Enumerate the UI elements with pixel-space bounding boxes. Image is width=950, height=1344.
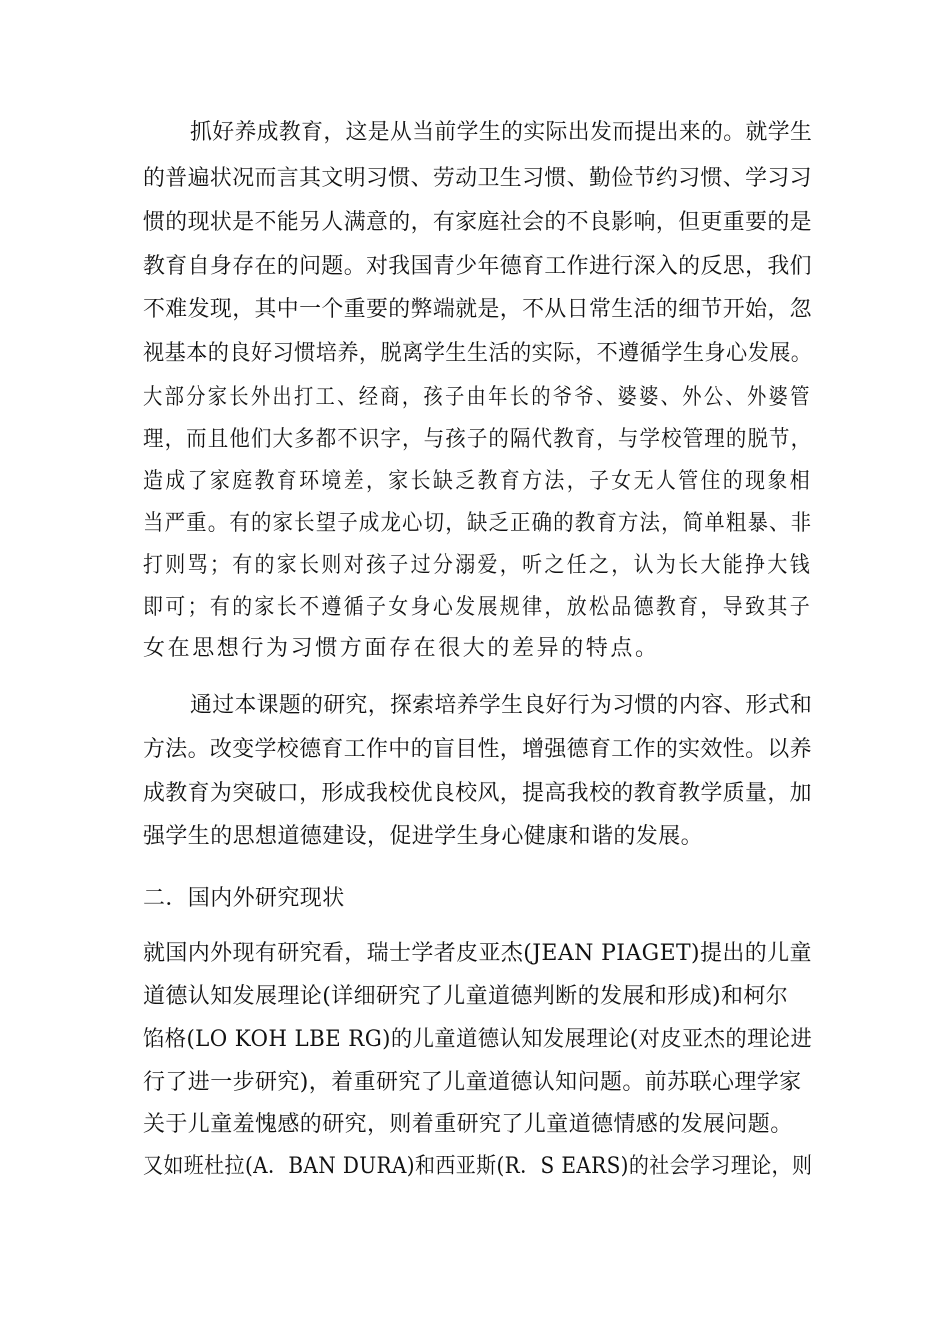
paragraph-4-line-4: 行了进一步研究)，着重研究了儿童道德认知问题。前苏联心理学家 bbox=[143, 1070, 802, 1095]
paragraph-2-line-3: 造成了家庭教育环境差，家长缺乏教育方法，子女无人管住的现象相 bbox=[143, 469, 813, 494]
paragraph-1-line-2: 的普遍状况而言其文明习惯、劳动卫生习惯、勤俭节约习惯、学习习 bbox=[143, 166, 812, 191]
paragraph-1-line-1: 抓好养成教育，这是从当前学生的实际出发而提出来的。就学生 bbox=[190, 120, 813, 145]
paragraph-2-line-5: 打则骂；有的家长则对孩子过分溺爱，听之任之，认为长大能挣大钱 bbox=[143, 553, 813, 578]
paragraph-1-line-6: 视基本的良好习惯培养，脱离学生生活的实际，不遵循学生身心发展。 bbox=[143, 341, 813, 366]
paragraph-2-line-1: 大部分家长外出打工、经商，孩子由年长的爷爷、婆婆、外公、外婆管 bbox=[143, 385, 812, 410]
paragraph-2-line-7: 女在思想行为习惯方面存在很大的差异的特点。 bbox=[143, 636, 660, 661]
paragraph-4-line-1: 就国内外现有研究看，瑞士学者皮亚杰(JEAN PIAGET)提出的儿童 bbox=[143, 941, 812, 966]
paragraph-4-line-2: 道德认知发展理论(详细研究了儿童道德判断的发展和形成)和柯尔 bbox=[143, 984, 789, 1009]
paragraph-4-line-3: 馅格(LO KOH LBE RG)的儿童道德认知发展理论(对皮亚杰的理论进 bbox=[143, 1027, 813, 1052]
paragraph-2-line-6: 即可；有的家长不遵循子女身心发展规律，放松品德教育，导致其子 bbox=[143, 595, 813, 620]
paragraph-4-line-5: 关于儿童羞愧感的研究，则着重研究了儿童道德情感的发展问题。 bbox=[143, 1112, 793, 1137]
section-heading: 二．国内外研究现状 bbox=[143, 886, 345, 911]
paragraph-1-line-5: 不难发现，其中一个重要的弊端就是，不从日常生活的细节开始，忽 bbox=[143, 297, 812, 322]
paragraph-4-line-6: 又如班杜拉(A．BAN DURA)和西亚斯(R．S EARS)的社会学习理论，则 bbox=[143, 1154, 813, 1179]
paragraph-2-line-2: 理，而且他们大多都不识字，与孩子的隔代教育，与学校管理的脱节， bbox=[143, 427, 813, 452]
paragraph-3-line-2: 方法。改变学校德育工作中的盲目性，增强德育工作的实效性。以养 bbox=[143, 737, 812, 762]
paragraph-3-line-1: 通过本课题的研究，探索培养学生良好行为习惯的内容、形式和 bbox=[190, 693, 813, 718]
paragraph-3-line-3: 成教育为突破口，形成我校优良校风，提高我校的教育教学质量，加 bbox=[143, 781, 812, 806]
paragraph-1-line-4: 教育自身存在的问题。对我国青少年德育工作进行深入的反思，我们 bbox=[143, 254, 812, 279]
paragraph-1-line-3: 惯的现状是不能另人满意的，有家庭社会的不良影响，但更重要的是 bbox=[143, 210, 812, 235]
paragraph-2-line-4: 当严重。有的家长望子成龙心切，缺乏正确的教育方法，简单粗暴、非 bbox=[143, 511, 813, 536]
paragraph-3-line-4: 强学生的思想道德建设，促进学生身心健康和谐的发展。 bbox=[143, 824, 704, 849]
